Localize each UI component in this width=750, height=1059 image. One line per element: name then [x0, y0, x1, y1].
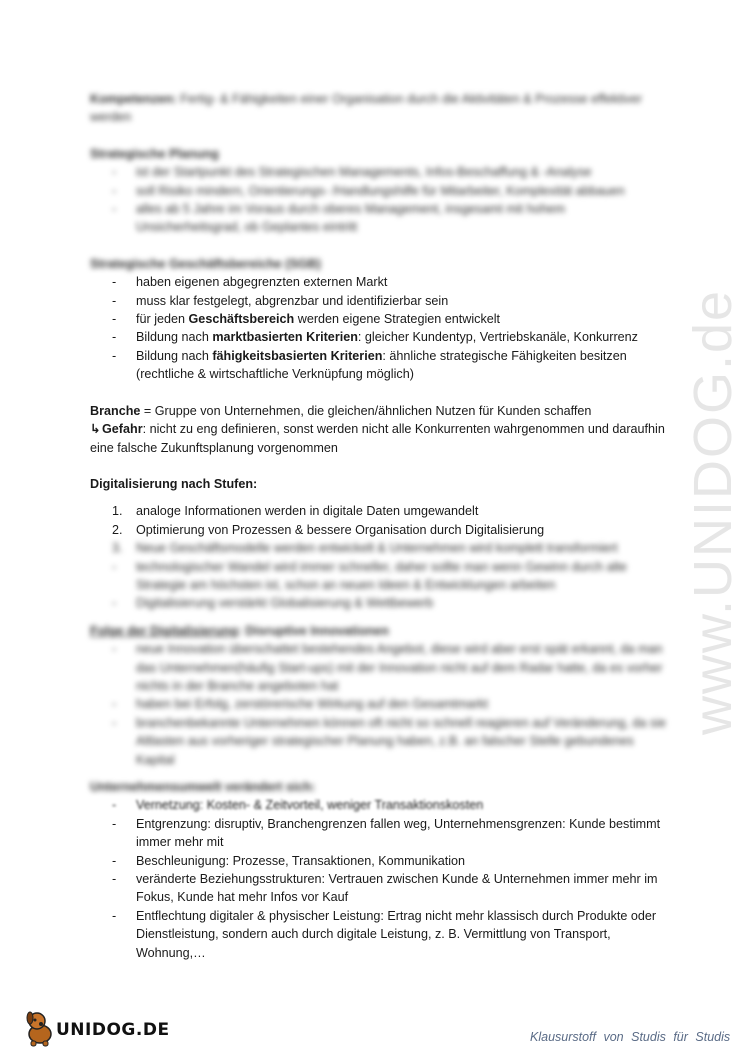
folge-heading: Folge der Digitalisierung: Disruptive Innovationen	[90, 623, 389, 638]
strategische-planung-heading: Strategische Planung	[90, 146, 219, 161]
list-item: - ist der Startpunkt des Strategischen Managements, Infos-Beschaffung & -Analyse	[112, 165, 592, 180]
list-item: 2. Optimierung von Prozessen & bessere Organisation durch Digitalisierung	[112, 522, 545, 537]
list-item: - Bildung nach fähigkeitsbasierten Kriterien: ähnliche strategische Fähigkeiten besitzen (rechtliche & wirtschaftliche Verknüpfung möglich)	[112, 348, 627, 382]
umwelt-list	[90, 796, 670, 962]
list-item: - veränderte Beziehungsstrukturen: Vertrauen zwischen Kunde & Unternehmen immer mehr im Fokus, Kunde hat mehr Infos vor Kauf	[112, 872, 658, 905]
list-item: - Entflechtung digitaler & physischer Leistung: Ertrag nicht mehr klassisch durch Produkte oder Dienstleistung, sondern auch durch digitale Leistung, z. B. Vermittlung von Transport, Wohnung,…	[112, 908, 657, 960]
list-item: 1. analoge Informationen werden in digitale Daten umgewandelt	[112, 504, 479, 519]
list-item: - Entgrenzung: disruptiv, Branchengrenzen fallen weg, Unternehmensgrenzen: Kunde bestimmt immer mehr mit	[112, 816, 661, 850]
document-body	[90, 90, 670, 962]
kompetenzen-label: Kompetenzen:	[90, 92, 177, 106]
list-item: - technologischer Wandel wird immer schneller, daher sollte man wenn Gewinn durch alte Strategie am höchsten ist, schon an neuen Ideen & Entwicklungen arbeiten	[112, 559, 627, 592]
digitalisierung-extra-list	[90, 558, 670, 613]
arrow-icon: ↳	[90, 422, 101, 437]
branche-paragraph: Branche = Gruppe von Unternehmen, die gleichen/ähnlichen Nutzen für Kunden schaffen ↳Gefahr: nicht zu eng definieren, sonst werden nicht alle Konkurrenten wahrgenommen und daraufhin eine falsche Zukunftsplanung vorgenommen	[90, 403, 665, 455]
list-item: - Vernetzung: Kosten- & Zeitvorteil, weniger Transaktionskosten	[112, 798, 484, 813]
list-item: - Beschleunigung: Prozesse, Transaktionen, Kommunikation	[112, 853, 466, 868]
list-item: - für jeden Geschäftsbereich werden eigene Strategien entwickelt	[112, 312, 501, 327]
kompetenzen-text: Fertig- & Fähigkeiten einer Organisation durch die Aktivitäten & Prozesse effektiver werden	[90, 92, 643, 125]
list-item: 3. Neue Geschäftsmodelle werden entwickelt & Unternehmen wird komplett transformiert	[112, 541, 618, 556]
list-item: - Digitalisierung verstärkt Globalisierung & Wettbewerb	[112, 596, 434, 611]
kompetenzen-paragraph	[90, 90, 670, 127]
sgb-heading: Strategische Geschäftsbereiche (SGB)	[90, 256, 321, 271]
branche-label: Branche	[90, 403, 141, 418]
folge-list	[90, 640, 670, 769]
unidog-logo	[22, 1008, 170, 1048]
digitalisierung-heading: Digitalisierung nach Stufen:	[90, 476, 258, 491]
watermark: www.UNIDOG.de	[683, 288, 743, 735]
list-item: - alles ab 5 Jahre im Voraus durch oberes Management, insgesamt mit hohem Unsicherheitsgrad, ob Geplantes eintritt	[112, 202, 566, 235]
list-item: - haben bei Erfolg, zerstörerische Wirkung auf den Gesamtmarkt	[112, 697, 489, 712]
digitalisierung-list	[90, 502, 670, 557]
logo-text: UNIDOG.DE	[56, 1020, 170, 1040]
footer-slogan: Klausurstoff von Studis für Studis	[530, 1030, 731, 1044]
list-item: - haben eigenen abgegrenzten externen Markt	[112, 275, 388, 290]
list-item: - soll Risiko mindern, Orientierungs- /Handlungshilfe für Mitarbeiter, Komplexität abbauen	[112, 183, 625, 198]
list-item: - muss klar festgelegt, abgrenzbar und identifizierbar sein	[112, 293, 449, 308]
list-item: - branchenbekannte Unternehmen können oft nicht so schnell reagieren auf Veränderung, da sie Altlasten aus vorheriger strategischer Planung haben, z.B. an falscher Stelle gebundenes Kapital	[112, 715, 667, 767]
umwelt-heading: Unternehmensumwelt verändert sich:	[90, 780, 316, 794]
list-item: - Bildung nach marktbasierten Kriterien: gleicher Kundentyp, Vertriebskanäle, Konkurrenz	[112, 330, 638, 345]
gefahr-label: Gefahr	[102, 422, 143, 437]
strategische-planung-list	[90, 163, 670, 237]
list-item: - neue Innovation überschattet bestehendes Angebot, diese wird aber erst spät erkannt, da man das Unternehmen(häufig Start-ups) mit der Innovation nicht auf dem Radar hatte, da es vorher nichts in der Branche angeboten hat	[112, 642, 663, 693]
sgb-list	[90, 273, 670, 383]
